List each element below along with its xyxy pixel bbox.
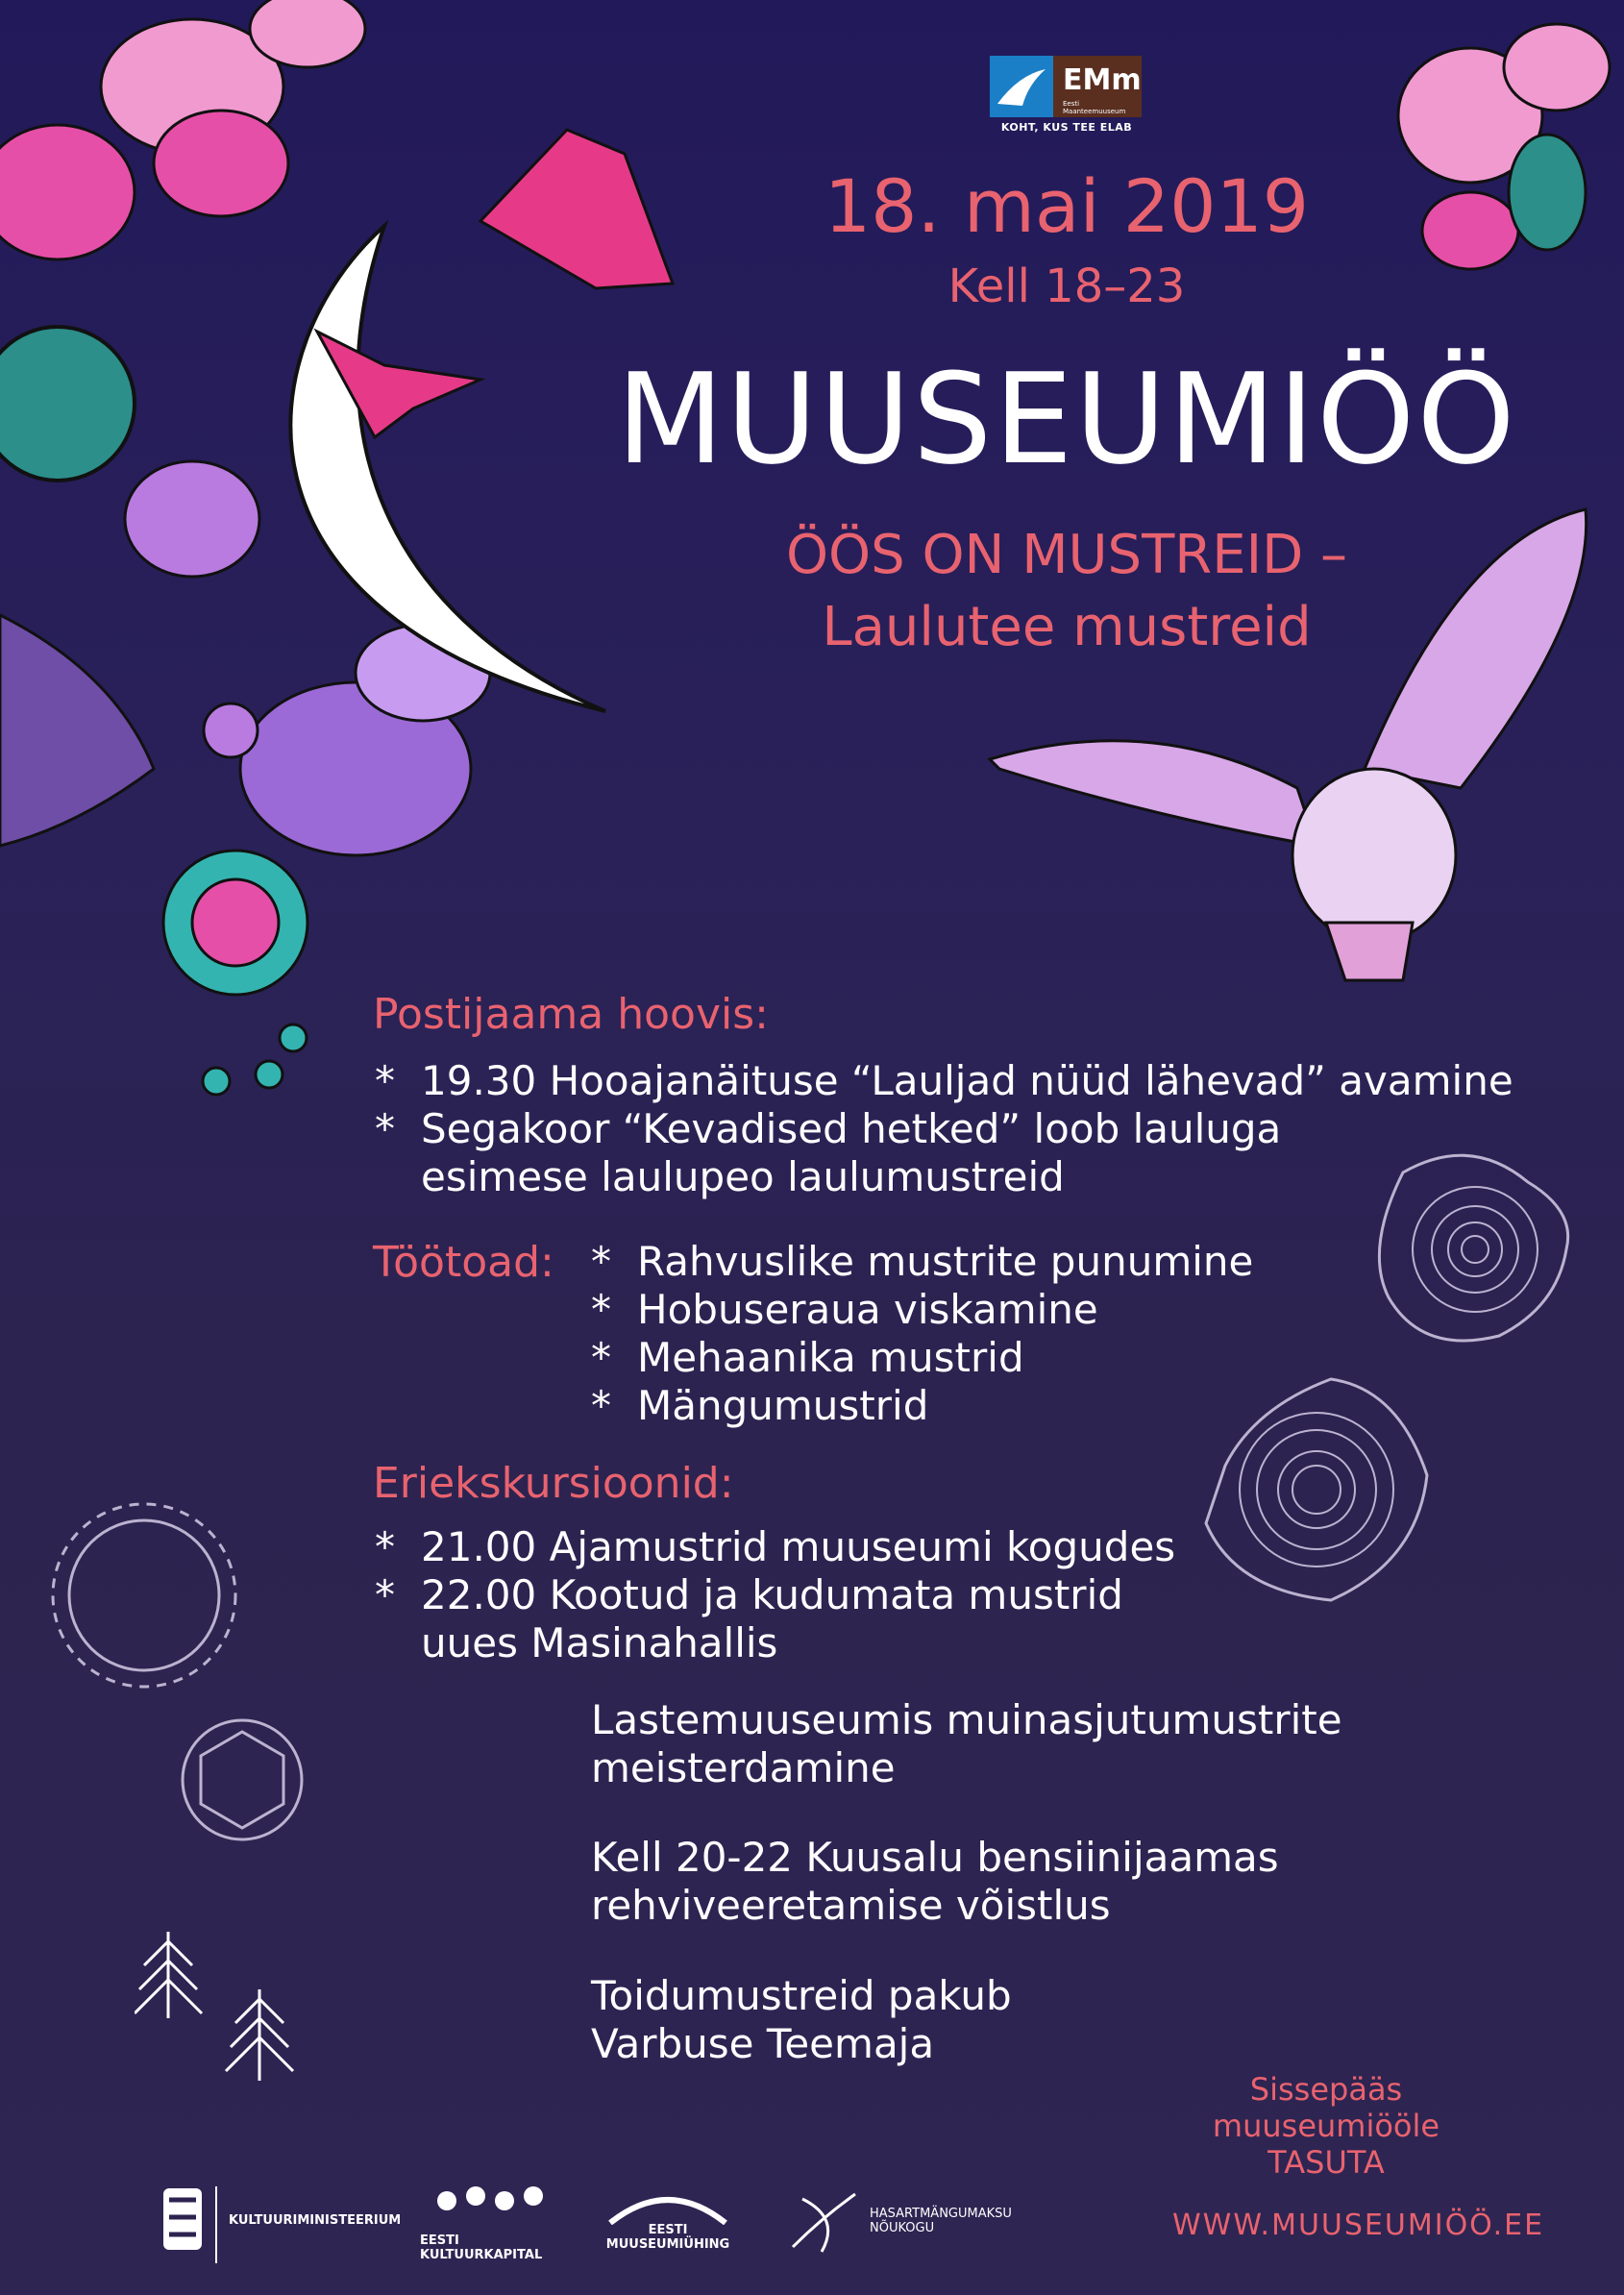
logo-museum-name: Eesti Maanteemuuseum: [1063, 100, 1126, 115]
event-date: 18. mai 2019: [824, 163, 1310, 249]
sponsor-label: HASARTMÄNGUMAKSU NÕUKOGU: [870, 2207, 1012, 2235]
info-lastemuuseum: Lastemuuseumis muinasjutumustrite meisterdamine: [591, 1696, 1342, 1791]
event-time: Kell 18–23: [947, 259, 1186, 313]
list-item-continuation: uues Masinahallis: [421, 1619, 778, 1666]
sponsor-divider: [215, 2186, 217, 2263]
section-heading-eriekskursioonid: Eriekskursioonid:: [373, 1459, 734, 1508]
sponsor-kultuurkapital[interactable]: [418, 2182, 562, 2262]
circle-icon: [48, 1499, 240, 1691]
list-item-continuation: esimese laulupeo laulumustreid: [421, 1153, 1065, 1200]
list-item: * Hobuseraua viskamine: [591, 1286, 1098, 1333]
info-rehviveeretamine: Kell 20-22 Kuusalu bensiinijaamas rehviveeretamise võistlus: [591, 1834, 1279, 1929]
list-item: * 19.30 Hooajanäituse “Lauljad nüüd lähevad” avamine: [375, 1057, 1513, 1104]
section-heading-postijaama: Postijaama hoovis:: [373, 990, 769, 1039]
event-subtitle-2: Laulutee mustreid: [822, 596, 1312, 658]
postijaama-list: [375, 1057, 1566, 1201]
coat-of-arms-icon: [161, 2186, 204, 2254]
swirl-icon: [783, 2189, 860, 2257]
sponsor-muuseumiuhing[interactable]: [596, 2186, 740, 2263]
logo-mark: EMm: [1063, 63, 1142, 97]
sponsor-label: EESTI KULTUURKAPITAL: [420, 2233, 543, 2262]
hexagon-icon: [178, 1715, 308, 1845]
logo-tagline: KOHT, KUS TEE ELAB: [1000, 121, 1133, 134]
website-link[interactable]: WWW.MUUSEUMIÖÖ.EE: [1172, 2209, 1545, 2242]
info-toidumustreid: Toidumustreid pakub Varbuse Teemaja: [591, 1972, 1012, 2067]
list-item: * Mehaanika mustrid: [591, 1334, 1024, 1381]
list-item: * 21.00 Ajamustrid muuseumi kogudes: [375, 1523, 1176, 1570]
event-subtitle-1: ÖÖS ON MUSTREID –: [785, 524, 1348, 586]
flower-illustration: [0, 0, 490, 1095]
list-item: * Rahvuslike mustrite punumine: [591, 1238, 1254, 1285]
list-item: * 22.00 Kootud ja kudumata mustrid: [375, 1571, 1123, 1618]
eriekskursioonid-list: [375, 1523, 1336, 1667]
event-title: MUUSEUMIÖÖ: [616, 346, 1517, 492]
logo-text-block: [1053, 56, 1142, 117]
arch-icon: [605, 2186, 730, 2225]
tootoad-list: [591, 1238, 1456, 1430]
section-heading-tootoad: Töötoad:: [373, 1238, 554, 1287]
sponsor-label: KULTUURIMINISTEERIUM: [229, 2213, 402, 2228]
tree-icon: [135, 1922, 308, 2095]
list-item: * Segakoor “Kevadised hetked” loob lauluga: [375, 1105, 1282, 1152]
sponsor-kultuuriministeerium[interactable]: [161, 2186, 411, 2263]
kultuurkapital-logo-icon: [428, 2182, 553, 2230]
sponsor-label: EESTI MUUSEUMIÜHING: [605, 2223, 730, 2252]
moon-illustration: [290, 226, 605, 711]
logo-road-mark: [990, 56, 1053, 117]
sponsor-hasartmangumaksu[interactable]: [783, 2189, 1014, 2257]
list-item: * Mängumustrid: [591, 1382, 929, 1429]
museum-logo[interactable]: [990, 56, 1144, 133]
admission-note: Sissepääs muuseumiööle TASUTA: [1212, 2071, 1440, 2181]
